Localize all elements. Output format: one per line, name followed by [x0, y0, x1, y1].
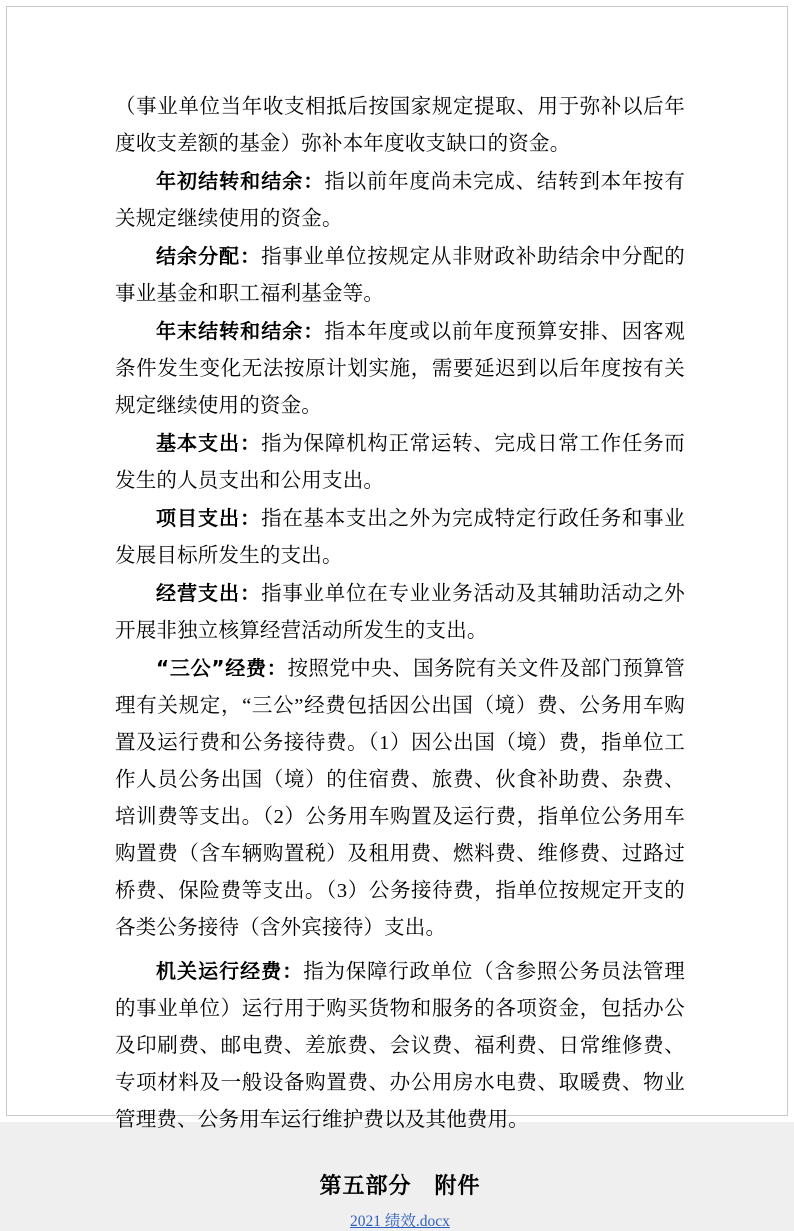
paragraph-text: 指为保障行政单位（含参照公务员法管理的事业单位）运行用于购买货物和服务的各项资金，包括办公及印刷费、邮电费、差旅费、会议费、福利费、日常维修费、专项材料及一般设备购置费、办公用房水电费、取暖费、物业管理费、公务用车运行维护费以及其他费用。	[115, 961, 685, 1131]
paragraph-text: 指事业单位按规定从非财政补助结余中分配的事业基金和职工福利基金等。	[115, 246, 686, 305]
paragraph-text: 指事业单位在专业业务活动及其辅助活动之外开展非独立核算经营活动所发生的支出。	[115, 583, 686, 642]
term-label: 年末结转和结余：	[156, 319, 325, 343]
paragraph-year-begin-carryover	[115, 163, 685, 238]
paragraph-project-expenditure	[115, 500, 685, 575]
paragraph-agency-operating-funds	[115, 953, 685, 1139]
paragraph-text: 按照党中央、国务院有关文件及部门预算管理有关规定，“三公”经费包括因公出国（境）费、公务用车购置及运行费和公务接待费。（1）因公出国（境）费，指单位工作人员公务出国（境）的住宿费、旅费、伙食补助费、杂费、培训费等支出。（2）公务用车购置及运行费，指单位公务用车购置费（含车辆购置税）及租用费、燃料费、维修费、过路过桥费、保险费等支出。（3）公务接待费，指单位按规定开支的各类公务接待（含外宾接待）支出。	[115, 658, 685, 939]
term-label: 经营支出：	[156, 581, 262, 605]
term-label: 年初结转和结余：	[156, 169, 325, 193]
attachment-link-2021-performance-docx[interactable]: 2021 绩效.docx	[350, 1213, 450, 1230]
paragraph-text: 指为保障机构正常运转、完成日常工作任务而发生的人员支出和公用支出。	[115, 433, 686, 492]
term-label: 项目支出：	[156, 506, 262, 530]
paragraph-text: 指本年度或以前年度预算安排、因客观条件发生变化无法按原计划实施，需要延迟到以后年度按有关规定继续使用的资金。	[115, 321, 686, 417]
paragraph-text: 指在基本支出之外为完成特定行政任务和事业发展目标所发生的支出。	[115, 508, 686, 567]
term-label: 机关运行经费：	[156, 959, 304, 983]
paragraph-surplus-distribution	[115, 238, 685, 313]
term-label: “三公”经费：	[156, 656, 288, 680]
section-title-part-five: 第五部分 附件	[319, 1174, 481, 1199]
term-label: 结余分配：	[156, 244, 262, 268]
paragraph-text: （事业单位当年收支相抵后按国家规定提取、用于弥补以后年度收支差额的基金）弥补本年度收支缺口的资金。	[115, 96, 685, 155]
paragraph-year-end-carryover	[115, 313, 685, 425]
term-label: 基本支出：	[156, 431, 262, 455]
paragraph-text: 指以前年度尚未完成、结转到本年按有关规定继续使用的资金。	[115, 171, 686, 230]
document-body	[115, 88, 685, 1231]
paragraph-fund-continuation	[115, 88, 685, 163]
paragraph-operating-expenditure	[115, 575, 685, 650]
paragraph-basic-expenditure	[115, 425, 685, 500]
paragraph-three-public-funds	[115, 650, 685, 947]
